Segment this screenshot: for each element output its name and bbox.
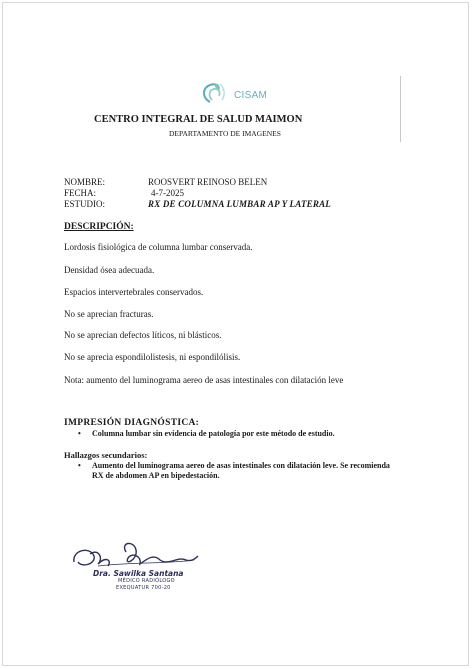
description-line: No se aprecian fracturas. (64, 309, 154, 319)
header-divider (400, 76, 401, 142)
study-name: RX DE COLUMNA LUMBAR AP Y LATERAL (148, 199, 331, 209)
description-line: Espacios intervertebrales conservados. (64, 287, 204, 297)
date-row (64, 188, 184, 198)
impression-item (78, 429, 392, 439)
secondary-finding-item (78, 461, 392, 481)
description-line: Lordosis fisiológica de columna lumbar conservada. (64, 242, 253, 252)
signature-exequatur: EXEQUATUR 700-20 (116, 585, 171, 591)
impression-text: Columna lumbar sin evidencia de patología por este método de estudio. (92, 429, 335, 438)
institution-title: CENTRO INTEGRAL DE SALUD MAIMON (94, 114, 303, 125)
bullet-icon: • (78, 429, 81, 438)
description-line: No se aprecian defectos líticos, ni blásticos. (64, 330, 222, 340)
secondary-finding-text: Aumento del luminograma aereo de asas intestinales con dilatación leve. Se recomienda RX de abdomen AP en bipedestación. (92, 461, 390, 480)
logo-text: CISAM (234, 90, 268, 101)
patient-name-row (64, 177, 267, 187)
study-label: ESTUDIO: (64, 199, 105, 209)
signature-name: Dra. Sawilka Santana (93, 569, 184, 578)
impression-heading: IMPRESIÓN DIAGNÓSTICA: (64, 418, 200, 428)
description-heading: DESCRIPCIÓN: (64, 222, 134, 232)
description-line: Densidad ósea adecuada. (64, 265, 155, 275)
signature-role: MÉDICO RADIÓLOGO (118, 578, 175, 584)
description-line: No se aprecia espondilolistesis, ni espondilólisis. (64, 352, 241, 362)
secondary-findings-heading: Hallazgos secundarios: (64, 450, 148, 460)
department-subtitle: DEPARTAMENTO DE IMAGENES (169, 129, 281, 138)
patient-name: ROOSVERT REINOSO BELEN (148, 177, 268, 187)
name-label: NOMBRE: (64, 177, 106, 187)
bullet-icon: • (78, 461, 81, 470)
description-note: Nota: aumento del luminograma aereo de asas intestinales con dilatación leve (64, 375, 344, 385)
date-label: FECHA: (64, 188, 97, 198)
study-row (64, 199, 331, 209)
report-date: 4-7-2025 (151, 188, 184, 198)
